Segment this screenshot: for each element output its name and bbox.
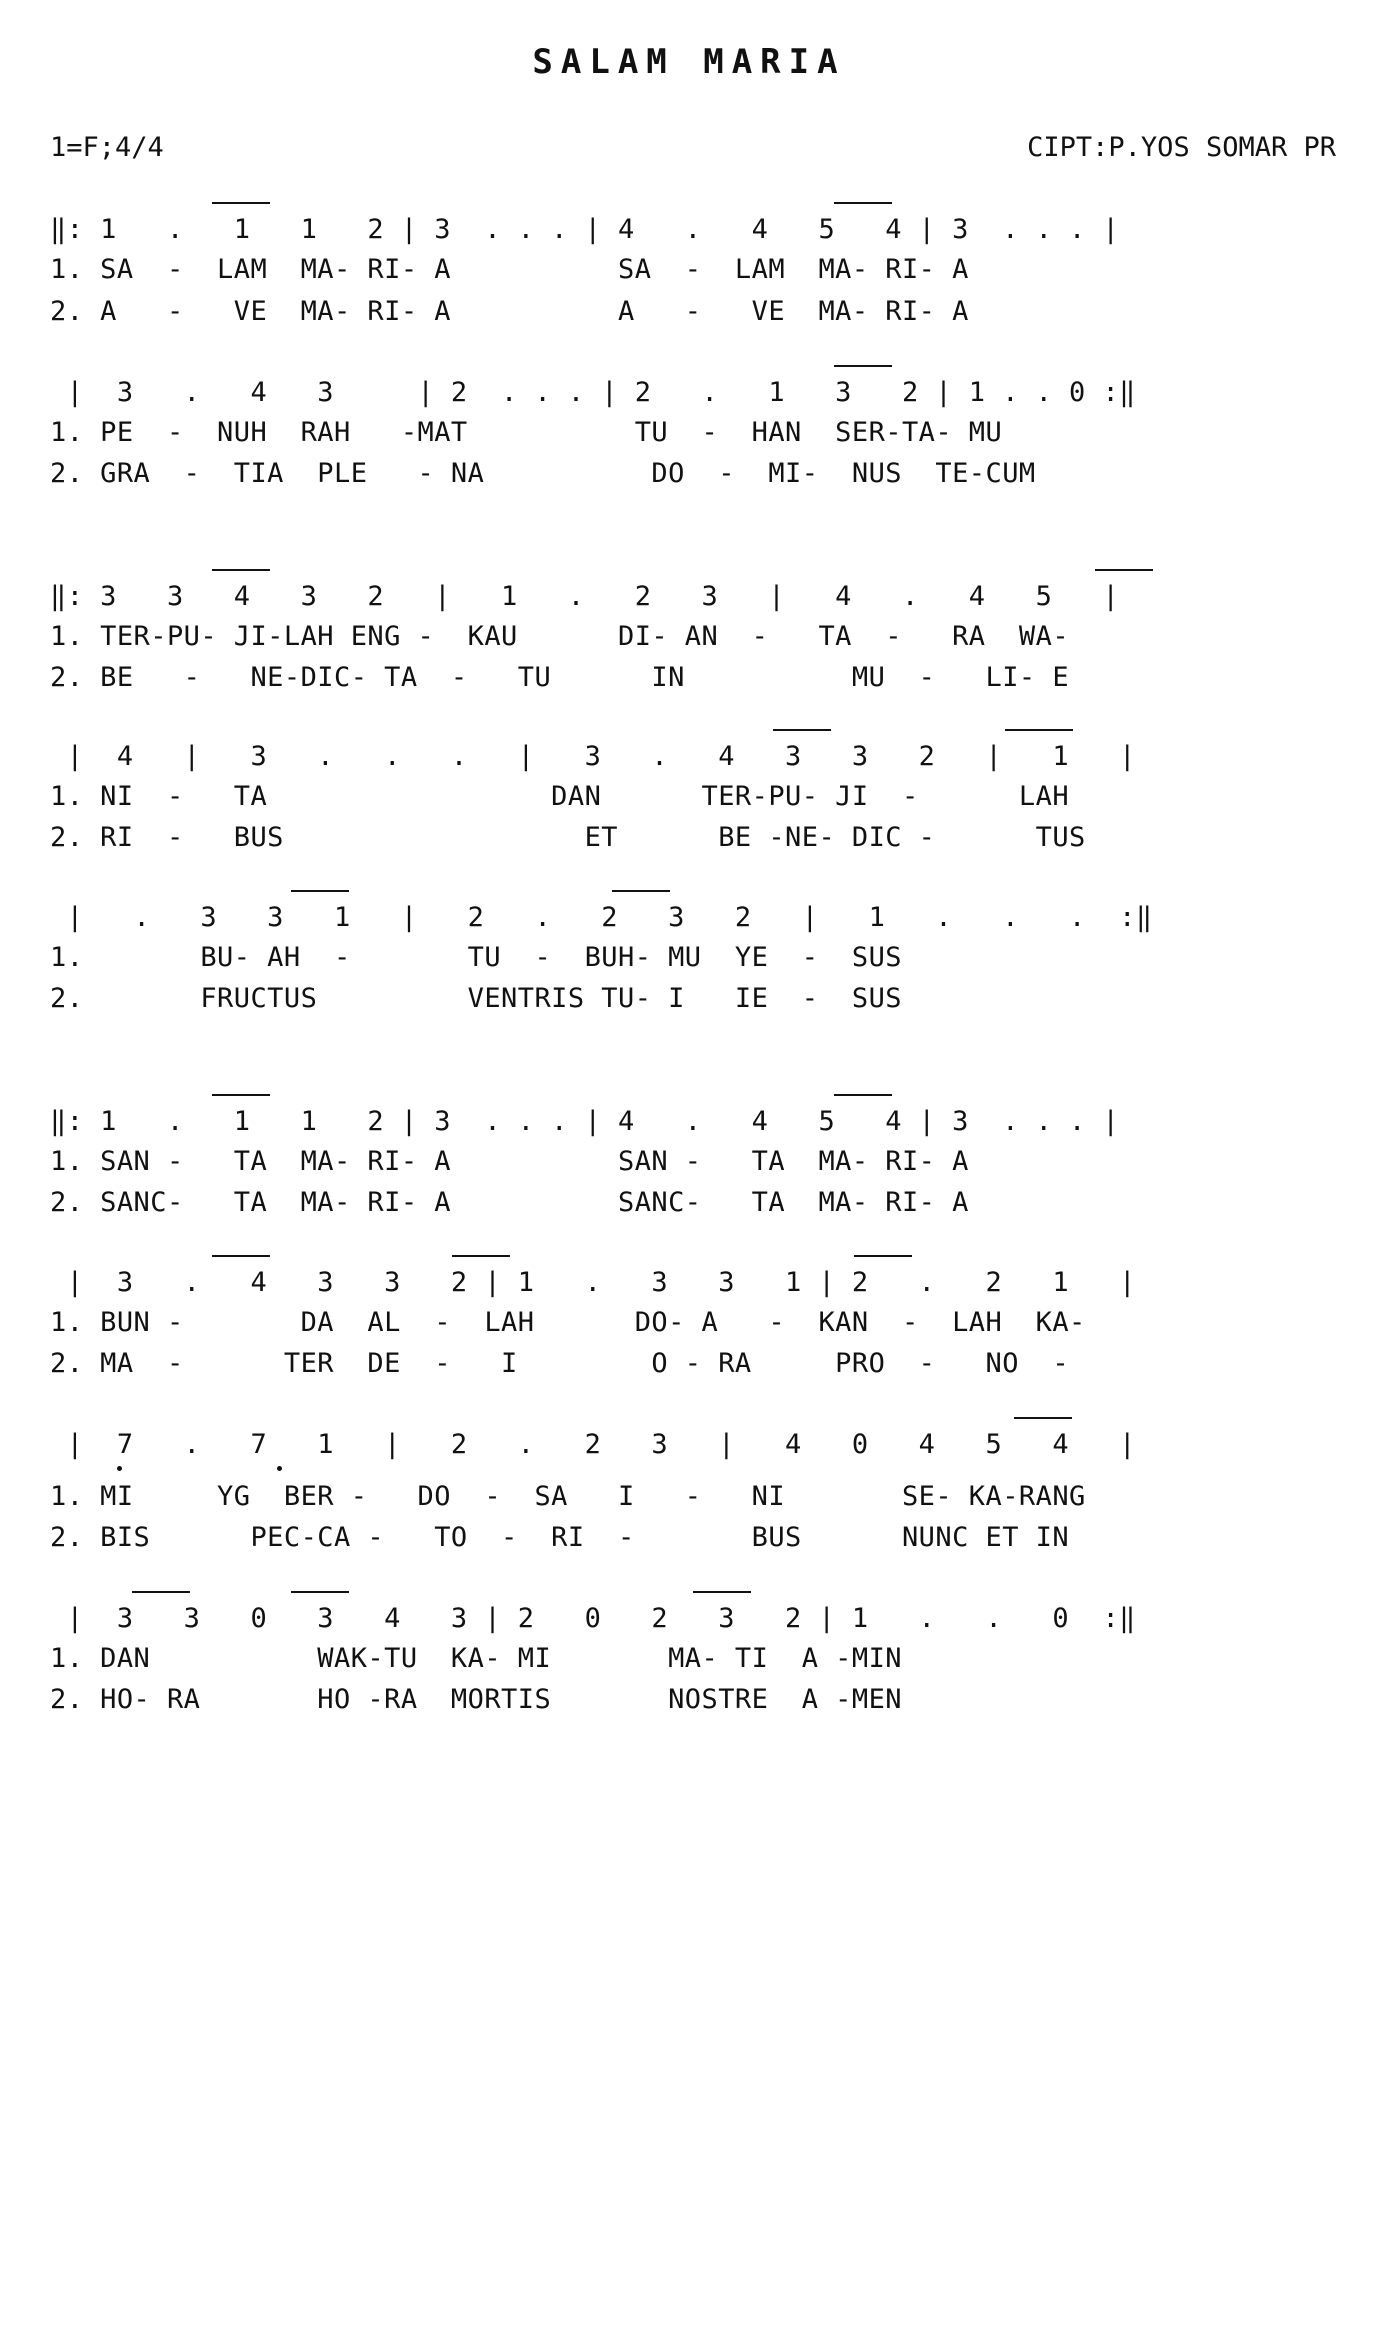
lyric-line: 2. A - VE MA- RI- A A - VE MA- RI- A (50, 296, 969, 327)
lyric-line: 1. NI - TA DAN TER-PU- JI - LAH (50, 781, 1070, 812)
key-signature: 1=F;4/4 (50, 132, 164, 163)
notation-line: | . 3 3 1 | 2 . 2 3 2 | 1 . . . :‖ (50, 902, 1153, 933)
beam-line (1095, 569, 1153, 571)
notation-line: | 4 | 3 . . . | 3 . 4 3 3 2 | 1 | (50, 741, 1136, 772)
lyric-line: 1. SAN - TA MA- RI- A SAN - TA MA- RI- A (50, 1146, 969, 1177)
composer-credit: CIPT:P.YOS SOMAR PR (1027, 132, 1336, 163)
lyric-line: 2. RI - BUS ET BE -NE- DIC - TUS (50, 822, 1086, 853)
lyric-line: 2. MA - TER DE - I O - RA PRO - NO - (50, 1348, 1070, 1379)
lyric-line: 2. HO- RA HO -RA MORTIS NOSTRE A -MEN (50, 1684, 902, 1715)
lyric-line: 1. BU- AH - TU - BUH- MU YE - SUS (50, 942, 902, 973)
notation-line: ‖: 1 . 1 1 2 | 3 . . . | 4 . 4 5 4 | 3 . . . | (50, 1106, 1120, 1137)
beam-line (834, 1094, 892, 1096)
notation-line: ‖: 1 . 1 1 2 | 3 . . . | 4 . 4 5 4 | 3 . . . | (50, 214, 1120, 245)
lyric-line: 2. BIS PEC-CA - TO - RI - BUS NUNC ET IN (50, 1522, 1070, 1553)
beam-line (612, 890, 670, 892)
beam-line (212, 1094, 270, 1096)
low-octave-dot (117, 1466, 122, 1471)
lyric-line: 2. SANC- TA MA- RI- A SANC- TA MA- RI- A (50, 1187, 969, 1218)
lyric-line: 1. DAN WAK-TU KA- MI MA- TI A -MIN (50, 1643, 902, 1674)
beam-line (1005, 729, 1073, 731)
low-octave-dot (277, 1466, 282, 1471)
beam-line (1014, 1417, 1072, 1419)
beam-line (291, 890, 349, 892)
beam-line (212, 202, 270, 204)
beam-line (452, 1255, 510, 1257)
lyric-line: 2. FRUCTUS VENTRIS TU- I IE - SUS (50, 983, 902, 1014)
lyric-line: 2. BE - NE-DIC- TA - TU IN MU - LI- E (50, 662, 1070, 693)
notation-line: | 7 . 7 1 | 2 . 2 3 | 4 0 4 5 4 | (50, 1429, 1136, 1460)
beam-line (854, 1255, 912, 1257)
notation-line: ‖: 3 3 4 3 2 | 1 . 2 3 | 4 . 4 5 | (50, 581, 1120, 612)
beam-line (291, 1591, 349, 1593)
beam-line (693, 1591, 751, 1593)
notation-line: | 3 3 0 3 4 3 | 2 0 2 3 2 | 1 . . 0 :‖ (50, 1603, 1136, 1634)
beam-line (132, 1591, 190, 1593)
beam-line (834, 365, 892, 367)
lyric-line: 1. SA - LAM MA- RI- A SA - LAM MA- RI- A (50, 254, 969, 285)
lyric-line: 1. PE - NUH RAH -MAT TU - HAN SER-TA- MU (50, 417, 1003, 448)
song-title: SALAM MARIA (532, 42, 846, 82)
beam-line (212, 1255, 270, 1257)
lyric-line: 2. GRA - TIA PLE - NA DO - MI- NUS TE-CUM (50, 458, 1036, 489)
beam-line (834, 202, 892, 204)
lyric-line: 1. MI YG BER - DO - SA I - NI SE- KA-RANG (50, 1481, 1086, 1512)
lyric-line: 1. TER-PU- JI-LAH ENG - KAU DI- AN - TA - RA WA- (50, 621, 1070, 652)
notation-line: | 3 . 4 3 | 2 . . . | 2 . 1 3 2 | 1 . . 0 :‖ (50, 377, 1136, 408)
lyric-line: 1. BUN - DA AL - LAH DO- A - KAN - LAH KA- (50, 1307, 1086, 1338)
notation-line: | 3 . 4 3 3 2 | 1 . 3 3 1 | 2 . 2 1 | (50, 1267, 1136, 1298)
beam-line (773, 729, 831, 731)
beam-line (212, 569, 270, 571)
